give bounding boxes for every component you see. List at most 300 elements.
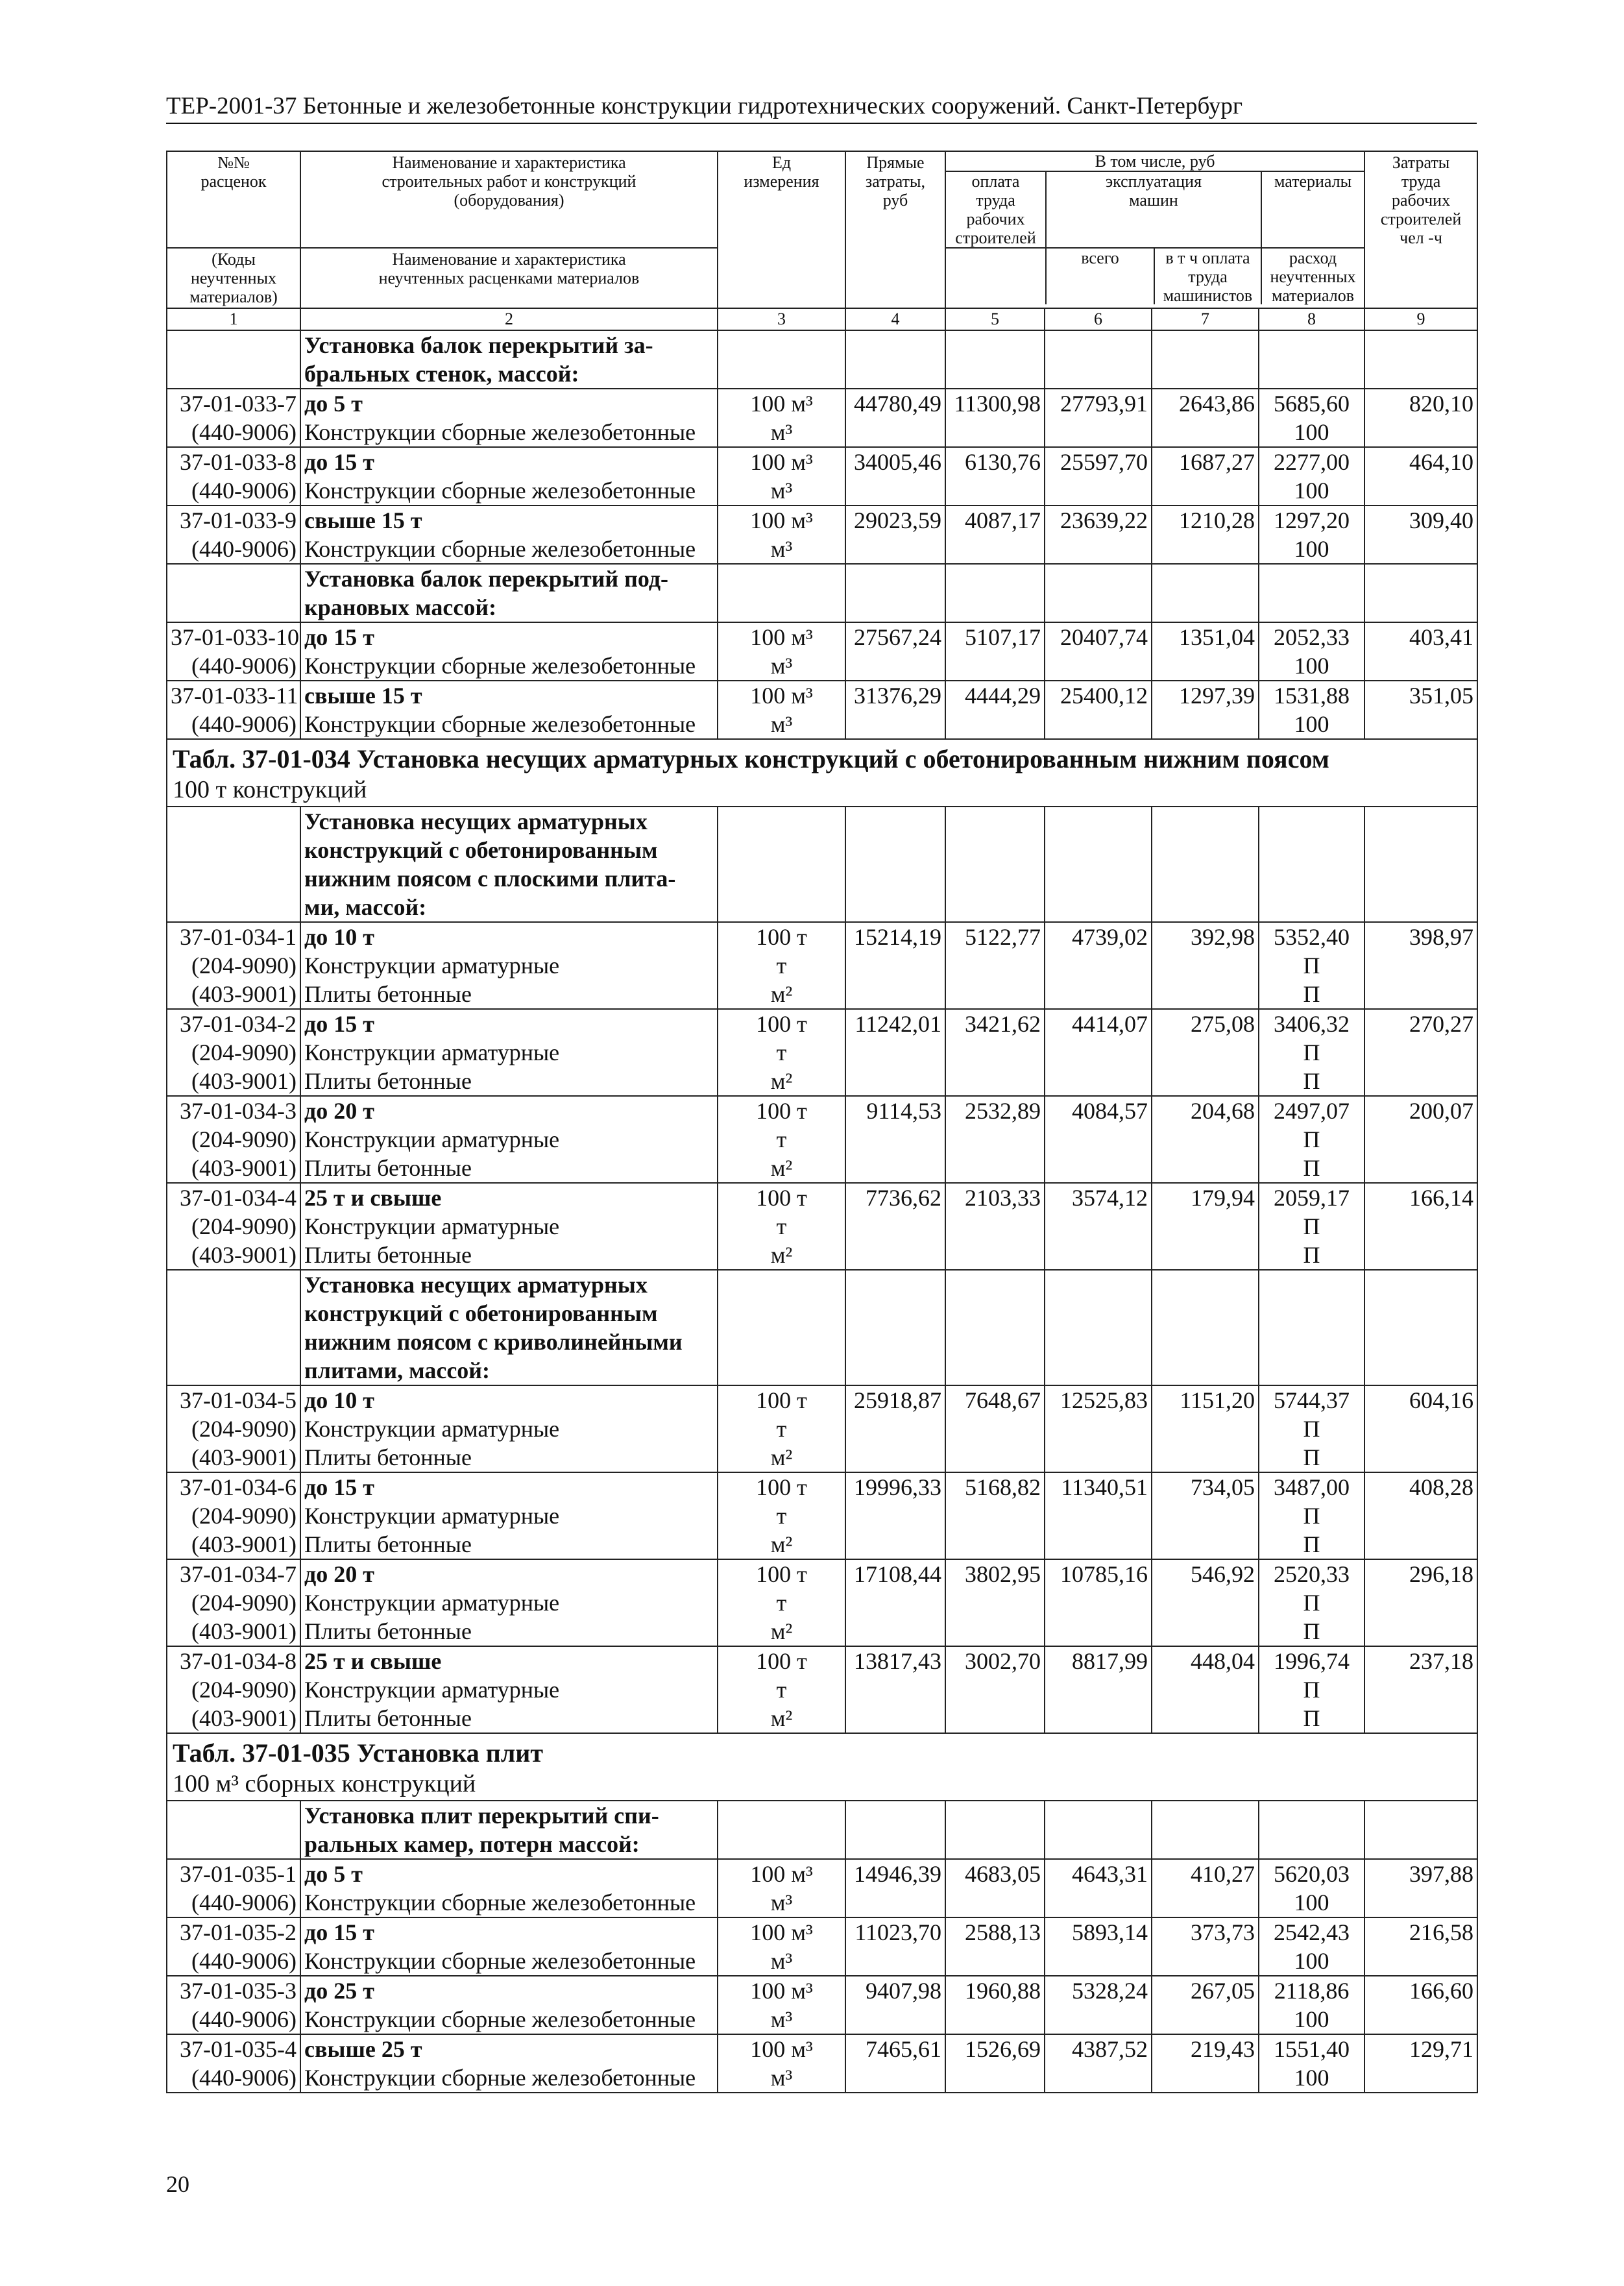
value-line: 275,08 — [1191, 1011, 1255, 1037]
value-line: П — [1303, 1618, 1320, 1644]
machines-total — [1045, 1976, 1152, 2034]
work-name — [300, 1646, 718, 1733]
unit-cell — [718, 1917, 845, 1976]
head-text: (оборудования) — [454, 191, 564, 210]
code-line: (204-9090) — [191, 1503, 297, 1529]
labor-hours — [1364, 622, 1477, 681]
value-line: 2059,17 — [1274, 1185, 1350, 1211]
table-row — [167, 330, 1477, 389]
unit-cell — [718, 505, 845, 564]
machines-total — [1045, 807, 1152, 922]
table-row — [167, 681, 1477, 739]
value-line: 2497,07 — [1274, 1098, 1350, 1124]
rate-code — [167, 1859, 300, 1917]
unit-line: т — [776, 1126, 787, 1152]
value-line: 3487,00 — [1274, 1474, 1350, 1500]
value-line: 27567,24 — [854, 624, 941, 650]
value-line: 5107,17 — [965, 624, 1041, 650]
direct-costs — [845, 1385, 945, 1472]
value-line: 448,04 — [1191, 1648, 1255, 1674]
code-line: (440-9006) — [191, 419, 297, 445]
work-name — [300, 807, 718, 922]
code-line: (403-9001) — [191, 1444, 297, 1470]
wages — [945, 1917, 1045, 1976]
code-line: 37-01-034-8 — [180, 1648, 297, 1674]
unit-line: м³ — [770, 1948, 793, 1974]
name-line: до 5 т — [304, 391, 363, 417]
unit-line: 100 м³ — [750, 683, 813, 709]
head-text: (Коды — [212, 250, 256, 269]
head-text: Наименование и характеристика — [392, 250, 626, 269]
wages — [945, 1270, 1045, 1385]
code-line: (440-9006) — [191, 2006, 297, 2032]
name-line: свыше 25 т — [304, 2036, 422, 2062]
name-line: конструкций с обетонированным — [304, 1300, 658, 1326]
name-line: Конструкции сборные железобетонные — [304, 2006, 696, 2032]
value-line: 200,07 — [1409, 1098, 1474, 1124]
head-text: эксплуатация — [1105, 172, 1202, 191]
value-line: 216,58 — [1409, 1919, 1474, 1945]
table-row — [167, 1917, 1477, 1976]
materials — [1259, 1096, 1364, 1183]
unit-line: м³ — [770, 2006, 793, 2032]
machines-total — [1045, 447, 1152, 505]
materials — [1259, 807, 1364, 922]
head-text: Наименование и характеристика — [392, 153, 626, 172]
section-header — [167, 739, 1477, 807]
name-line: Конструкции сборные железобетонные — [304, 419, 696, 445]
name-line: Конструкции сборные железобетонные — [304, 1890, 696, 1915]
direct-costs — [845, 564, 945, 622]
section-title-cell — [167, 1733, 1477, 1801]
value-line: 12525,83 — [1060, 1387, 1148, 1413]
name-line: плитами, массой: — [304, 1357, 491, 1383]
value-line: 2118,86 — [1274, 1978, 1350, 2004]
code-line: 37-01-033-9 — [180, 507, 297, 533]
value-line: 408,28 — [1409, 1474, 1474, 1500]
table-row — [167, 1385, 1477, 1472]
value-line: 219,43 — [1191, 2036, 1255, 2062]
direct-costs — [845, 681, 945, 739]
labor-hours — [1364, 330, 1477, 389]
value-line: 10785,16 — [1060, 1561, 1148, 1587]
materials — [1259, 1801, 1364, 1859]
value-line: 5352,40 — [1274, 924, 1350, 950]
column-number: 1 — [167, 308, 300, 330]
head-machines-total — [1047, 249, 1155, 304]
unit-line: 100 м³ — [750, 1919, 813, 1945]
value-line: 604,16 — [1409, 1387, 1474, 1413]
value-line: 351,05 — [1409, 683, 1474, 709]
code-line: (403-9001) — [191, 1618, 297, 1644]
table-row — [167, 389, 1477, 447]
code-line: 37-01-033-10 — [171, 624, 299, 650]
code-line: (440-9006) — [191, 1890, 297, 1915]
unit-line: т — [776, 1503, 787, 1529]
value-line: 2277,00 — [1274, 449, 1350, 475]
machines-total — [1045, 2034, 1152, 2093]
direct-costs — [845, 1976, 945, 2034]
machines-total — [1045, 622, 1152, 681]
code-line: (403-9001) — [191, 1155, 297, 1181]
materials — [1259, 1559, 1364, 1646]
value-line: 9114,53 — [866, 1098, 941, 1124]
value-line: 4084,57 — [1072, 1098, 1148, 1124]
unit-cell — [718, 807, 845, 922]
materials — [1259, 922, 1364, 1009]
head-wages — [946, 172, 1047, 247]
head-including-group — [945, 151, 1364, 248]
code-line: 37-01-035-1 — [180, 1861, 297, 1887]
code-line: 37-01-035-2 — [180, 1919, 297, 1945]
value-line: 11242,01 — [854, 1011, 941, 1037]
unit-cell — [718, 1385, 845, 1472]
unit-line: т — [776, 1213, 787, 1239]
wages — [945, 2034, 1045, 2093]
rate-code — [167, 505, 300, 564]
table-row — [167, 505, 1477, 564]
name-line: свыше 15 т — [304, 683, 422, 709]
rate-code — [167, 1559, 300, 1646]
rate-code — [167, 1801, 300, 1859]
value-line: 204,68 — [1191, 1098, 1255, 1124]
unit-line: м² — [770, 1444, 793, 1470]
work-name — [300, 1270, 718, 1385]
value-line: 2588,13 — [965, 1919, 1041, 1945]
value-line: 2643,86 — [1179, 391, 1255, 417]
value-line: П — [1303, 1416, 1320, 1442]
machinist-wages — [1152, 1859, 1259, 1917]
name-line: до 25 т — [304, 1978, 374, 2004]
section-title: Табл. 37-01-035 Установка плит — [173, 1738, 543, 1768]
name-line: Установка несущих арматурных — [304, 809, 648, 834]
value-line: 9407,98 — [866, 1978, 941, 2004]
machinist-wages — [1152, 1009, 1259, 1096]
head-text: расход — [1289, 249, 1337, 267]
name-line: Плиты бетонные — [304, 1242, 472, 1268]
unit-line: 100 т — [756, 1387, 807, 1413]
machinist-wages — [1152, 389, 1259, 447]
machinist-wages — [1152, 1917, 1259, 1976]
table-row — [167, 1976, 1477, 2034]
unit-line: м³ — [770, 478, 793, 504]
code-line: (440-9006) — [191, 1948, 297, 1974]
head-text: рабочих — [1392, 191, 1451, 210]
value-line: 7465,61 — [866, 2036, 941, 2062]
labor-hours — [1364, 2034, 1477, 2093]
name-line: до 15 т — [304, 449, 374, 475]
value-line: П — [1303, 1126, 1320, 1152]
machinist-wages — [1152, 564, 1259, 622]
labor-hours — [1364, 1472, 1477, 1559]
machines-total — [1045, 505, 1152, 564]
value-line: 1551,40 — [1274, 2036, 1350, 2062]
unit-cell — [718, 447, 845, 505]
table-row — [167, 1183, 1477, 1270]
value-line: П — [1303, 1677, 1320, 1703]
value-line: 734,05 — [1191, 1474, 1255, 1500]
wages — [945, 447, 1045, 505]
head-text: всего — [1081, 249, 1119, 267]
value-line: 100 — [1294, 1948, 1329, 1974]
machinist-wages — [1152, 1096, 1259, 1183]
name-line: 25 т и свыше — [304, 1185, 442, 1211]
work-name — [300, 1801, 718, 1859]
code-line: (403-9001) — [191, 1705, 297, 1731]
work-name — [300, 330, 718, 389]
head-text: строительных работ и конструкций — [382, 172, 636, 191]
unit-line: 100 м³ — [750, 1861, 813, 1887]
name-line: нижним поясом с криволинейными — [304, 1329, 683, 1355]
name-line: Конструкции арматурные — [304, 1040, 560, 1065]
code-line: 37-01-034-6 — [180, 1474, 297, 1500]
work-name — [300, 1183, 718, 1270]
name-line: до 15 т — [304, 1474, 374, 1500]
wages — [945, 330, 1045, 389]
wages — [945, 1976, 1045, 2034]
materials — [1259, 1646, 1364, 1733]
table-row — [167, 1009, 1477, 1096]
code-line: (440-9006) — [191, 653, 297, 679]
value-line: 25400,12 — [1060, 683, 1148, 709]
name-line: крановых массой: — [304, 594, 497, 620]
wages — [945, 1646, 1045, 1733]
name-line: конструкций с обетонированным — [304, 837, 658, 863]
value-line: 34005,46 — [854, 449, 941, 475]
labor-hours — [1364, 447, 1477, 505]
value-line: 4387,52 — [1072, 2036, 1148, 2062]
name-line: Плиты бетонные — [304, 981, 472, 1007]
table-row — [167, 447, 1477, 505]
direct-costs — [845, 1009, 945, 1096]
value-line: 5744,37 — [1274, 1387, 1350, 1413]
value-line: 100 — [1294, 653, 1329, 679]
code-line: (440-9006) — [191, 711, 297, 737]
head-text: руб — [882, 191, 908, 210]
value-line: 398,97 — [1409, 924, 1474, 950]
unit-line: т — [776, 1677, 787, 1703]
direct-costs — [845, 2034, 945, 2093]
value-line: 820,10 — [1409, 391, 1474, 417]
value-line: П — [1303, 1444, 1320, 1470]
code-line: (440-9006) — [191, 478, 297, 504]
value-line: 44780,49 — [854, 391, 941, 417]
unit-line: т — [776, 1416, 787, 1442]
work-name — [300, 1859, 718, 1917]
materials — [1259, 1976, 1364, 2034]
name-line: ми, массой: — [304, 894, 427, 920]
rate-code — [167, 1009, 300, 1096]
section-header — [167, 1733, 1477, 1801]
name-line: Конструкции арматурные — [304, 1590, 560, 1616]
value-line: 1297,20 — [1274, 507, 1350, 533]
head-unit — [718, 151, 845, 308]
machines-total — [1045, 1859, 1152, 1917]
head-subcolumns — [945, 248, 1364, 308]
head-material-usage — [1262, 249, 1364, 304]
head-text: труда — [1401, 172, 1441, 191]
rate-code — [167, 1096, 300, 1183]
value-line: 11340,51 — [1061, 1474, 1148, 1500]
name-line: Установка балок перекрытий за- — [304, 332, 653, 358]
value-line: 5620,03 — [1274, 1861, 1350, 1887]
name-line: до 10 т — [304, 924, 374, 950]
direct-costs — [845, 807, 945, 922]
name-line: Плиты бетонные — [304, 1444, 472, 1470]
machinist-wages — [1152, 1801, 1259, 1859]
unit-line: м² — [770, 1242, 793, 1268]
name-line: Конструкции арматурные — [304, 1126, 560, 1152]
name-line: Конструкции сборные железобетонные — [304, 478, 696, 504]
head-text: затраты, — [865, 172, 925, 191]
code-line: 37-01-034-7 — [180, 1561, 297, 1587]
value-line: 1351,04 — [1179, 624, 1255, 650]
value-line: 100 — [1294, 711, 1329, 737]
name-line: Плиты бетонные — [304, 1531, 472, 1557]
head-text: материалов) — [189, 287, 278, 306]
head-machinist-wages — [1155, 249, 1262, 304]
code-line: (403-9001) — [191, 1068, 297, 1094]
unit-line: 100 м³ — [750, 449, 813, 475]
direct-costs — [845, 1801, 945, 1859]
column-number: 9 — [1364, 308, 1477, 330]
unit-cell — [718, 1559, 845, 1646]
work-name — [300, 2034, 718, 2093]
unit-line: м² — [770, 1618, 793, 1644]
name-line: Плиты бетонные — [304, 1618, 472, 1644]
name-line: Конструкции арматурные — [304, 953, 560, 979]
name-line: до 10 т — [304, 1387, 374, 1413]
unit-line: м² — [770, 1068, 793, 1094]
direct-costs — [845, 622, 945, 681]
table-row — [167, 1801, 1477, 1859]
code-line: 37-01-035-4 — [180, 2036, 297, 2062]
unit-line: 100 м³ — [750, 1978, 813, 2004]
machines-total — [1045, 1009, 1152, 1096]
head-text: в т ч оплата — [1165, 249, 1250, 267]
column-number: 3 — [718, 308, 845, 330]
value-line: 392,98 — [1191, 924, 1255, 950]
value-line: 23639,22 — [1060, 507, 1148, 533]
value-line: 25597,70 — [1060, 449, 1148, 475]
unit-line: м² — [770, 1155, 793, 1181]
name-line: Плиты бетонные — [304, 1155, 472, 1181]
value-line: 4444,29 — [965, 683, 1041, 709]
wages — [945, 807, 1045, 922]
wages — [945, 564, 1045, 622]
value-line: 1210,28 — [1179, 507, 1255, 533]
value-line: 20407,74 — [1060, 624, 1148, 650]
table-row — [167, 1646, 1477, 1733]
labor-hours — [1364, 1009, 1477, 1096]
unit-cell — [718, 1472, 845, 1559]
code-line: 37-01-034-5 — [180, 1387, 297, 1413]
name-line: Установка балок перекрытий под- — [304, 566, 669, 592]
materials — [1259, 1917, 1364, 1976]
materials — [1259, 330, 1364, 389]
code-line: (204-9090) — [191, 1126, 297, 1152]
unit-line: 100 м³ — [750, 391, 813, 417]
unit-cell — [718, 1859, 845, 1917]
value-line: 2052,33 — [1274, 624, 1350, 650]
value-line: П — [1303, 1040, 1320, 1065]
labor-hours — [1364, 505, 1477, 564]
labor-hours — [1364, 1859, 1477, 1917]
head-material-names — [300, 248, 718, 308]
value-line: 4414,07 — [1072, 1011, 1148, 1037]
value-line: 3406,32 — [1274, 1011, 1350, 1037]
direct-costs — [845, 922, 945, 1009]
machines-total — [1045, 1183, 1152, 1270]
head-materials — [1262, 172, 1364, 247]
direct-costs — [845, 1096, 945, 1183]
value-line: 373,73 — [1191, 1919, 1255, 1945]
materials — [1259, 1009, 1364, 1096]
code-line: (440-9006) — [191, 2065, 297, 2091]
rate-code — [167, 1917, 300, 1976]
name-line: свыше 15 т — [304, 507, 422, 533]
head-text: строителей — [1380, 210, 1462, 228]
value-line: П — [1303, 953, 1320, 979]
work-name — [300, 389, 718, 447]
name-line: Конструкции сборные железобетонные — [304, 536, 696, 562]
materials — [1259, 505, 1364, 564]
labor-hours — [1364, 922, 1477, 1009]
work-name — [300, 1009, 718, 1096]
machinist-wages — [1152, 1976, 1259, 2034]
work-name — [300, 447, 718, 505]
machinist-wages — [1152, 2034, 1259, 2093]
direct-costs — [845, 1917, 945, 1976]
code-line: 37-01-033-11 — [171, 683, 298, 709]
rate-code — [167, 2034, 300, 2093]
head-text: Затраты — [1392, 153, 1450, 172]
materials — [1259, 1859, 1364, 1917]
value-line: 8817,99 — [1072, 1648, 1148, 1674]
work-name — [300, 1976, 718, 2034]
wages — [945, 389, 1045, 447]
work-name — [300, 1472, 718, 1559]
head-text: машин — [1129, 191, 1178, 210]
labor-hours — [1364, 681, 1477, 739]
section-unit: 100 м³ сборных конструкций — [173, 1770, 476, 1797]
materials — [1259, 681, 1364, 739]
unit-cell — [718, 1646, 845, 1733]
labor-hours — [1364, 1385, 1477, 1472]
rate-code — [167, 1472, 300, 1559]
page-number: 20 — [166, 2171, 189, 2197]
head-text: Прямые — [866, 153, 925, 172]
table-head — [167, 151, 1477, 330]
head-text: Ед — [771, 153, 792, 172]
value-line: П — [1303, 1155, 1320, 1181]
code-line: (403-9001) — [191, 1531, 297, 1557]
wages — [945, 681, 1045, 739]
machinist-wages — [1152, 807, 1259, 922]
name-line: до 5 т — [304, 1861, 363, 1887]
head-text: строителей — [955, 228, 1036, 247]
head-including-label: В том числе, руб — [946, 152, 1364, 172]
name-line: до 20 т — [304, 1098, 374, 1124]
value-line: 6130,76 — [965, 449, 1041, 475]
value-line: 4087,17 — [965, 507, 1041, 533]
rate-code — [167, 622, 300, 681]
unit-line: м³ — [770, 2065, 793, 2091]
work-name — [300, 564, 718, 622]
materials — [1259, 1183, 1364, 1270]
unit-line: 100 т — [756, 1185, 807, 1211]
wages — [945, 1096, 1045, 1183]
